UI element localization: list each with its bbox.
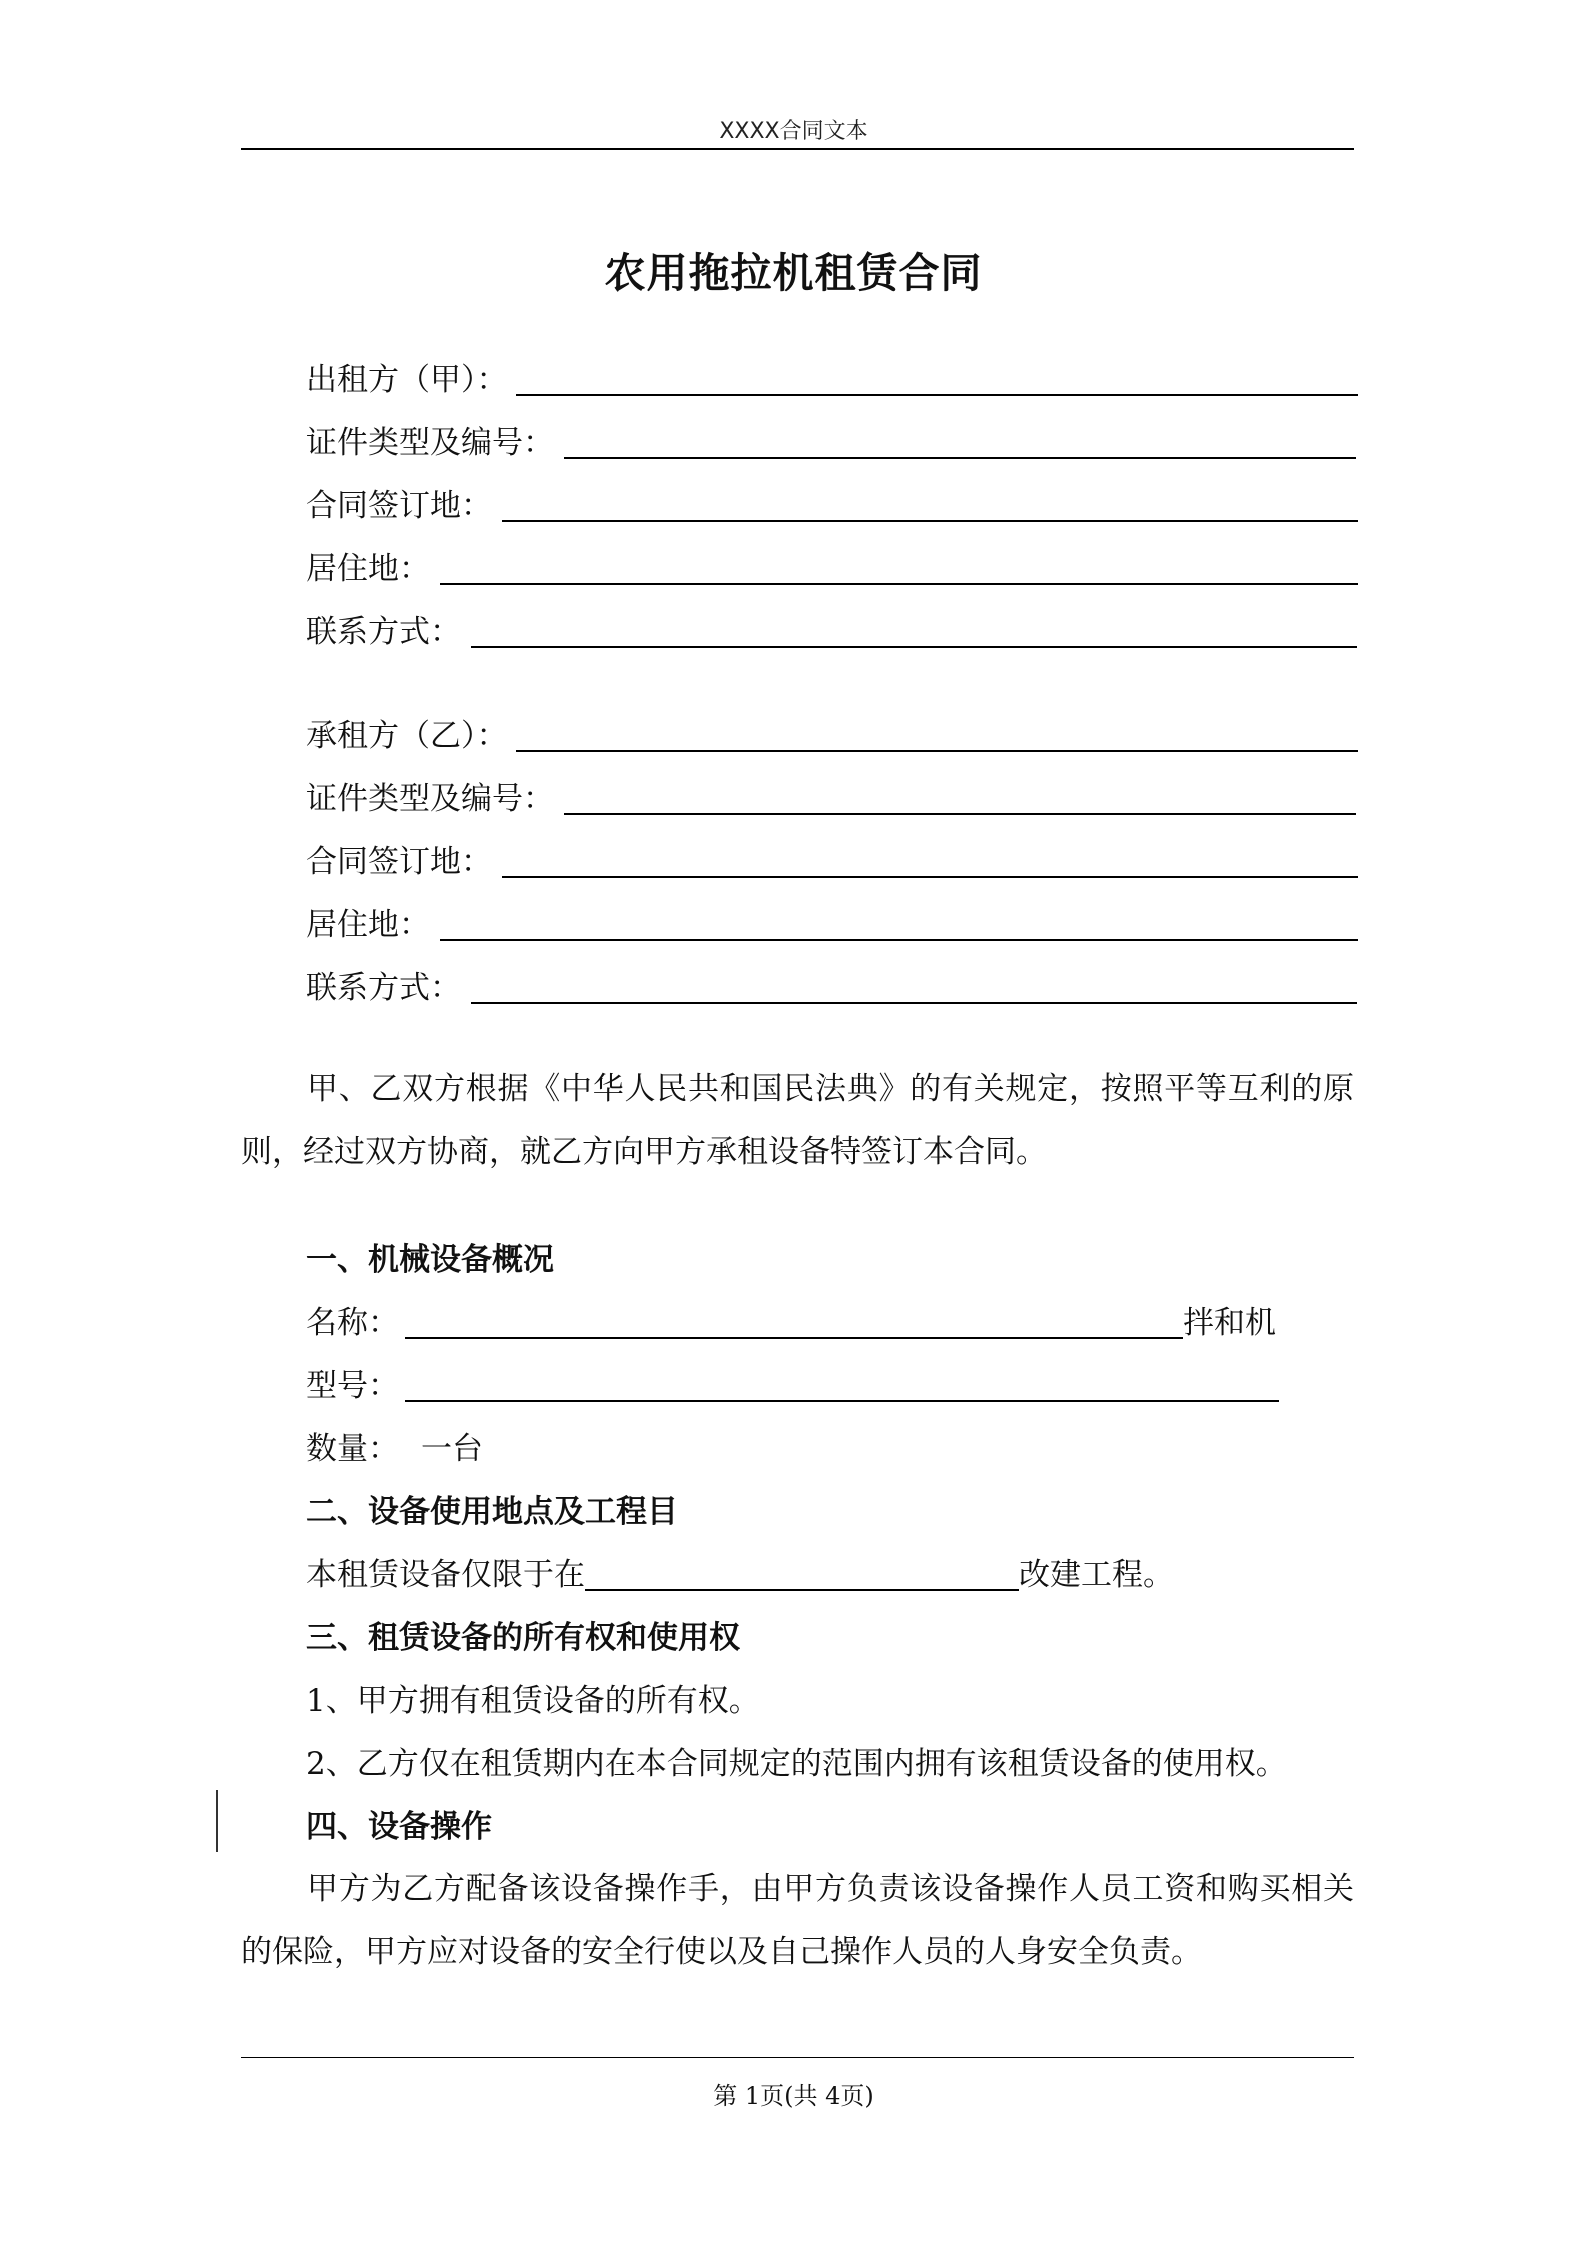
lessor-contact-row: [306, 606, 1357, 652]
lessor-residence-row: [306, 543, 1358, 589]
lessee-id-row: [306, 773, 1356, 819]
section1-heading: 一、机械设备概况: [306, 1242, 554, 1278]
section3-heading: 三、租赁设备的所有权和使用权: [306, 1620, 740, 1656]
lessor-place-label: 合同签订地：: [306, 488, 492, 524]
lessee-contact-row: [306, 962, 1357, 1008]
lessor-party-label: 出租方（甲）：: [306, 362, 508, 398]
footer-divider: [241, 2057, 1354, 2058]
lessee-contact-blank[interactable]: [471, 972, 1357, 1004]
lessor-place-row: [306, 480, 1358, 526]
margin-change-bar: [216, 1790, 218, 1852]
ownership-item-2: 2、乙方仅在租赁期内在本合同规定的范围内拥有该租赁设备的使用权。: [306, 1746, 1287, 1782]
usage-location-row: [306, 1549, 1174, 1595]
lessee-residence-label: 居住地：: [306, 907, 430, 943]
usage-location-text-after: 改建工程。: [1019, 1557, 1174, 1593]
lessor-place-blank[interactable]: [502, 490, 1358, 522]
section2-heading: 二、设备使用地点及工程目: [306, 1494, 678, 1530]
lessor-id-label: 证件类型及编号：: [306, 425, 554, 461]
lessor-residence-label: 居住地：: [306, 551, 430, 587]
lessee-party-row: [306, 710, 1358, 756]
header-divider: [241, 148, 1354, 150]
lessee-residence-row: [306, 899, 1358, 945]
lessor-party-blank[interactable]: [516, 364, 1358, 396]
equipment-quantity-value: 一台: [421, 1431, 483, 1467]
operation-paragraph: 甲方为乙方配备该设备操作手，由甲方负责该设备操作人员工资和购买相关的保险，甲方应对设备的安全行使以及自己操作人员的人身安全负责。: [241, 1871, 1354, 1970]
lessee-residence-blank[interactable]: [440, 909, 1358, 941]
lessor-id-blank[interactable]: [564, 427, 1356, 459]
equipment-name-suffix: 拌和机: [1183, 1305, 1276, 1341]
lessor-contact-label: 联系方式：: [306, 614, 461, 650]
equipment-quantity-label: 数量：: [306, 1431, 399, 1467]
equipment-model-blank[interactable]: [405, 1370, 1279, 1402]
ownership-item-1: 1、甲方拥有租赁设备的所有权。: [306, 1683, 760, 1719]
lessee-id-label: 证件类型及编号：: [306, 781, 554, 817]
equipment-quantity-row: [306, 1423, 483, 1469]
page-number: 第 1页(共 4页): [713, 2082, 874, 2110]
equipment-name-blank[interactable]: [405, 1307, 1183, 1339]
equipment-model-label: 型号：: [306, 1368, 399, 1404]
lessee-place-row: [306, 836, 1358, 882]
equipment-name-label: 名称：: [306, 1305, 399, 1341]
lessor-party-row: [306, 354, 1358, 400]
lessee-party-label: 承租方（乙）：: [306, 718, 508, 754]
usage-location-blank[interactable]: [585, 1559, 1019, 1591]
lessee-contact-label: 联系方式：: [306, 970, 461, 1006]
usage-location-text-before: 本租赁设备仅限于在: [306, 1557, 585, 1593]
lessor-contact-blank[interactable]: [471, 616, 1357, 648]
lessor-id-row: [306, 417, 1356, 463]
equipment-name-row: [306, 1297, 1276, 1343]
contract-title: 农用拖拉机租赁合同: [604, 249, 983, 297]
section4-heading: 四、设备操作: [306, 1809, 492, 1845]
equipment-model-row: [306, 1360, 1279, 1406]
preamble-paragraph: 甲、乙双方根据《中华人民共和国民法典》的有关规定，按照平等互利的原则，经过双方协商，就乙方向甲方承租设备特签订本合同。: [241, 1071, 1354, 1170]
lessee-place-label: 合同签订地：: [306, 844, 492, 880]
page-header-text: XXXX合同文本: [719, 119, 868, 144]
lessee-id-blank[interactable]: [564, 783, 1356, 815]
lessee-place-blank[interactable]: [502, 846, 1358, 878]
lessee-party-blank[interactable]: [516, 720, 1358, 752]
lessor-residence-blank[interactable]: [440, 553, 1358, 585]
